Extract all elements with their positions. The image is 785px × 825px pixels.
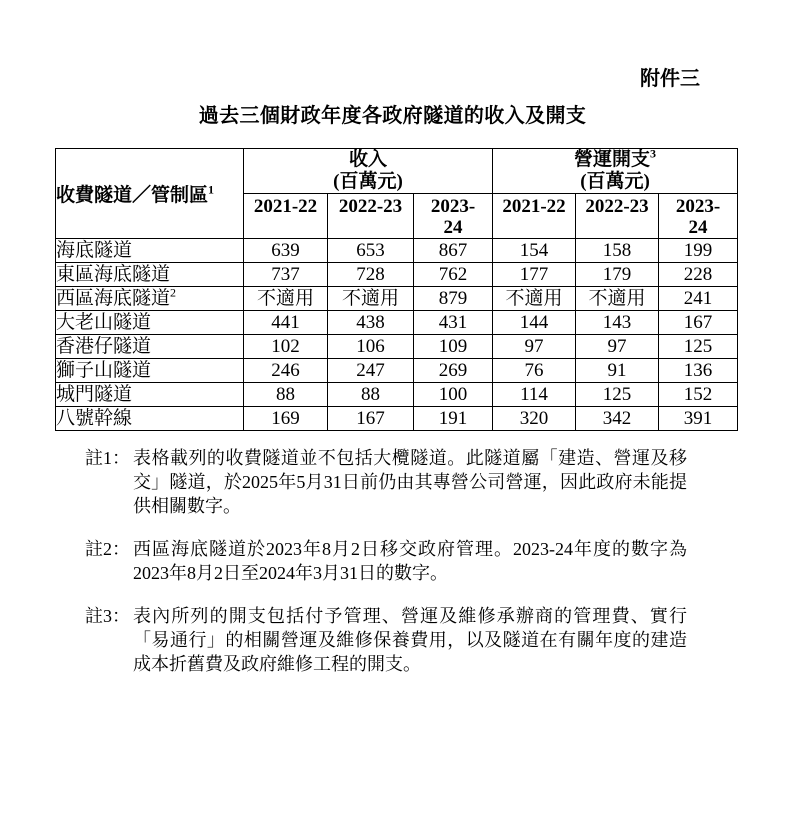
value-cell: 269 (414, 359, 493, 383)
tunnel-name-cell: 西區海底隧道$^2$ (56, 287, 244, 311)
value-cell: 728 (328, 263, 414, 287)
note-item (85, 537, 687, 585)
page-title: 過去三個財政年度各政府隧道的收入及開支 (198, 105, 587, 127)
tunnel-name-cell: 大老山隧道 (56, 311, 244, 335)
note-text: 西區海底隧道於2023年8月2日移交政府管理。2023-24年度的數字為2023年8月2日至2024年3月31日的數字。 (133, 539, 687, 583)
table-row (56, 407, 738, 431)
expense-unit: (百萬元) (580, 171, 650, 192)
value-cell: 867 (414, 239, 493, 263)
expense-label: 營運開支 (574, 149, 651, 170)
year-header: 2022-23 (328, 194, 414, 239)
value-cell: 438 (328, 311, 414, 335)
value-cell: 125 (659, 335, 738, 359)
tunnel-name-cell: 城門隧道 (56, 383, 244, 407)
value-cell: 76 (493, 359, 576, 383)
value-cell: 144 (493, 311, 576, 335)
tunnel-name-cell: 東區海底隧道 (56, 263, 244, 287)
note-label: 註3： (85, 606, 130, 626)
value-cell: 136 (659, 359, 738, 383)
value-cell: 100 (414, 383, 493, 407)
value-cell: 88 (244, 383, 328, 407)
value-cell: 199 (659, 239, 738, 263)
table-row (56, 311, 738, 335)
note-text: 表格載列的收費隧道並不包括大欖隧道。此隧道屬「建造、營運及移交」隧道，於2025年5月31日前仍由其專營公司營運，因此政府未能提供相關數字。 (133, 448, 687, 516)
value-cell: 109 (414, 335, 493, 359)
value-cell: 762 (414, 263, 493, 287)
year-header: 2022-23 (576, 194, 659, 239)
value-cell: 241 (659, 287, 738, 311)
value-cell: 143 (576, 311, 659, 335)
year-header: 2023- 24 (659, 194, 738, 239)
table-row (56, 239, 738, 263)
value-cell: 91 (576, 359, 659, 383)
appendix-label: 附件三 (640, 68, 700, 90)
tunnel-name-cell: 香港仔隧道 (56, 335, 244, 359)
tunnel-name-cell: 海底隧道 (56, 239, 244, 263)
value-cell: 114 (493, 383, 576, 407)
value-cell: 639 (244, 239, 328, 263)
tunnel-finance-table (55, 148, 738, 431)
notes-section (85, 446, 687, 676)
revenue-unit: (百萬元) (333, 171, 403, 192)
year-header: 2021-22 (493, 194, 576, 239)
value-cell: 191 (414, 407, 493, 431)
corner-header-text: 收費隧道／管制區 (56, 185, 209, 206)
note-text: 表內所列的開支包括付予管理、營運及維修承辦商的管理費、實行「易通行」的相關營運及維修保養費用，以及隧道在有關年度的建造成本折舊費及政府維修工程的開支。 (133, 606, 687, 674)
year-header: 2023- 24 (414, 194, 493, 239)
value-cell: 247 (328, 359, 414, 383)
tunnel-name-cell: 獅子山隧道 (56, 359, 244, 383)
value-cell: 179 (576, 263, 659, 287)
value-cell: 97 (493, 335, 576, 359)
value-cell: 167 (328, 407, 414, 431)
value-cell: 246 (244, 359, 328, 383)
table-row (56, 287, 738, 311)
value-cell: 177 (493, 263, 576, 287)
value-cell: 441 (244, 311, 328, 335)
group-header-row (56, 149, 738, 194)
expense-footnote-marker: 3 (650, 146, 657, 161)
tunnel-name-cell: 八號幹線 (56, 407, 244, 431)
value-cell: 169 (244, 407, 328, 431)
value-cell: 879 (414, 287, 493, 311)
table-row (56, 263, 738, 287)
value-cell: 不適用 (576, 287, 659, 311)
value-cell: 391 (659, 407, 738, 431)
value-cell: 167 (659, 311, 738, 335)
table-row (56, 359, 738, 383)
expense-group-header (493, 146, 738, 194)
value-cell: 342 (576, 407, 659, 431)
value-cell: 88 (328, 383, 414, 407)
note-item (85, 446, 687, 518)
value-cell: 737 (244, 263, 328, 287)
note-label: 註2： (85, 539, 130, 559)
value-cell: 不適用 (328, 287, 414, 311)
value-cell: 152 (659, 383, 738, 407)
value-cell: 106 (328, 335, 414, 359)
value-cell: 228 (659, 263, 738, 287)
table-row (56, 335, 738, 359)
value-cell: 不適用 (493, 287, 576, 311)
tunnel-footnote-marker: 2 (170, 285, 177, 300)
value-cell: 154 (493, 239, 576, 263)
revenue-group-header (244, 149, 493, 194)
note-item (85, 604, 687, 676)
note-label: 註1： (85, 448, 130, 468)
revenue-label: 收入 (349, 149, 388, 170)
value-cell: 653 (328, 239, 414, 263)
year-header: 2021-22 (244, 194, 328, 239)
value-cell: 不適用 (244, 287, 328, 311)
corner-footnote-marker: 1 (208, 182, 215, 197)
value-cell: 102 (244, 335, 328, 359)
value-cell: 431 (414, 311, 493, 335)
table-row (56, 383, 738, 407)
corner-header (56, 149, 244, 239)
value-cell: 320 (493, 407, 576, 431)
value-cell: 97 (576, 335, 659, 359)
value-cell: 125 (576, 383, 659, 407)
value-cell: 158 (576, 239, 659, 263)
